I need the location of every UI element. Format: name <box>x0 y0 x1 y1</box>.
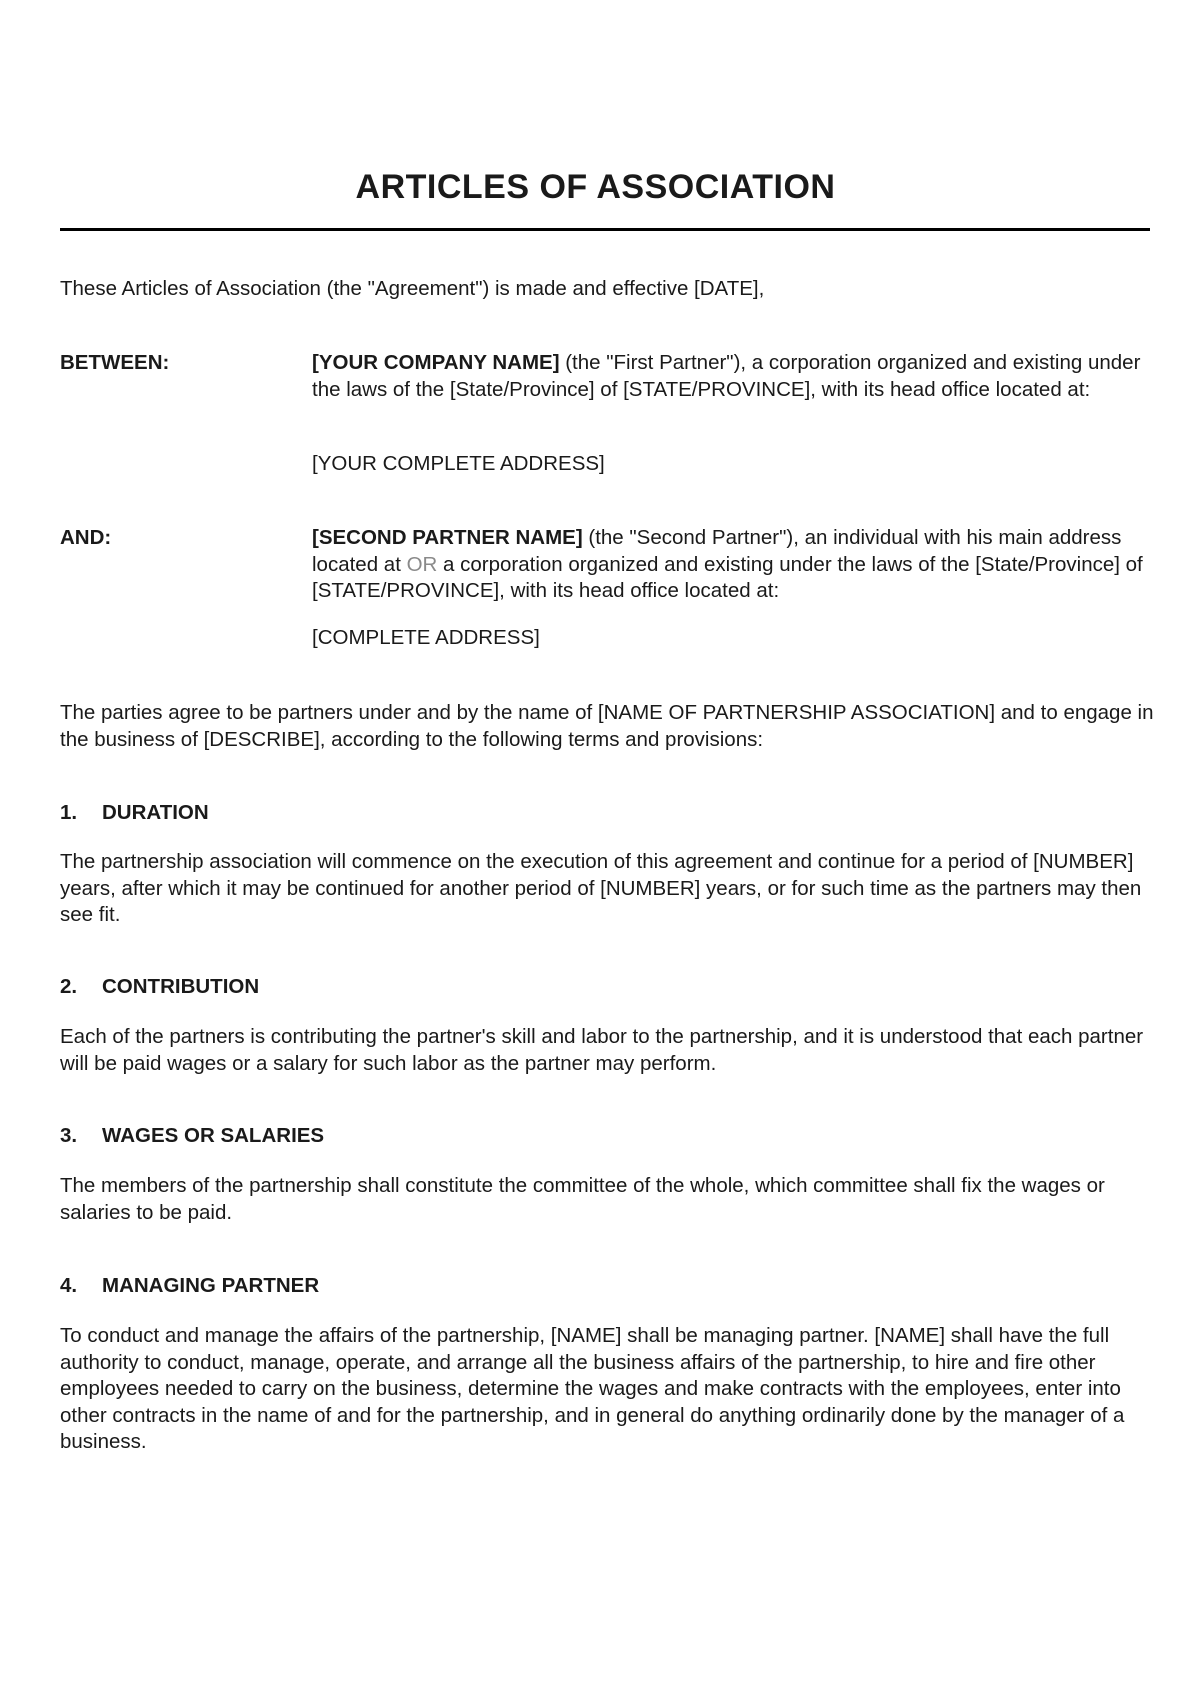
document-title: ARTICLES OF ASSOCIATION <box>355 168 836 206</box>
section-body-wages: The members of the partnership shall constitute the committee of the whole, which committee shall fix the wages or salaries to be paid. <box>60 1174 1105 1224</box>
party-first-description <box>312 350 1157 403</box>
section-heading-contribution <box>60 974 259 1001</box>
section-title: WAGES OR SALARIES <box>102 1124 325 1147</box>
section-title: DURATION <box>102 801 209 824</box>
section-body-contribution: Each of the partners is contributing the partner's skill and labor to the partnership, and it is understood that each partner will be paid wages or a salary for such labor as the partner may perform. <box>60 1025 1144 1075</box>
intro-paragraph: These Articles of Association (the "Agreement") is made and effective [DATE], <box>60 277 765 300</box>
section-title: CONTRIBUTION <box>102 975 260 998</box>
party-second-text-after: a corporation organized and existing under the laws of the [State/Province] of [STATE/PROVINCE], with its head office located at: <box>312 552 1143 602</box>
party-label-between: BETWEEN: <box>60 351 170 374</box>
title-divider <box>60 228 1150 231</box>
section-body-managing-partner: To conduct and manage the affairs of the partnership, [NAME] shall be managing partner. [NAME] shall have the full authority to conduct, manage, operate, and arrange all the business affairs of the partnership, to hire and fire other employees needed to carry on the business, determine the wages and make contracts with the employees, enter into other contracts in the name of and for the partnership, and in general do anything ordinarily done by the manager of a business. <box>60 1324 1125 1453</box>
section-number: 3. <box>60 1124 78 1147</box>
agreement-paragraph: The parties agree to be partners under and by the name of [NAME OF PARTNERSHIP ASSOCIATION] and to engage in the business of [DESCRIBE], according to the following terms and provisions: <box>60 701 1154 751</box>
party-second-text-before: (the "Second Partner"), an individual with his main address located at <box>312 526 1122 576</box>
party-first-address: [YOUR COMPLETE ADDRESS] <box>312 452 605 475</box>
party-second-name: [SECOND PARTNER NAME] <box>312 526 583 549</box>
section-body-duration: The partnership association will commence on the execution of this agreement and continue for a period of [NUMBER] years, after which it may be continued for another period of [NUMBER] years, or for such time as the partners may then see fit. <box>60 850 1142 926</box>
section-heading-duration <box>60 800 209 827</box>
party-label-and: AND: <box>60 526 112 549</box>
section-number: 1. <box>60 801 78 824</box>
party-second-description <box>312 525 1157 605</box>
party-first-text: (the "First Partner"), a corporation organized and existing under the laws of the [State/Province] of [STATE/PROVINCE], with its head office located at: <box>312 351 1141 401</box>
party-second-or-word: OR <box>406 552 438 576</box>
section-number: 4. <box>60 1274 78 1297</box>
section-heading-managing-partner <box>60 1273 319 1300</box>
section-title: MANAGING PARTNER <box>102 1274 320 1297</box>
party-first-name: [YOUR COMPANY NAME] <box>312 351 560 374</box>
party-second-address: [COMPLETE ADDRESS] <box>312 626 540 649</box>
section-number: 2. <box>60 975 78 998</box>
section-heading-wages <box>60 1123 324 1150</box>
